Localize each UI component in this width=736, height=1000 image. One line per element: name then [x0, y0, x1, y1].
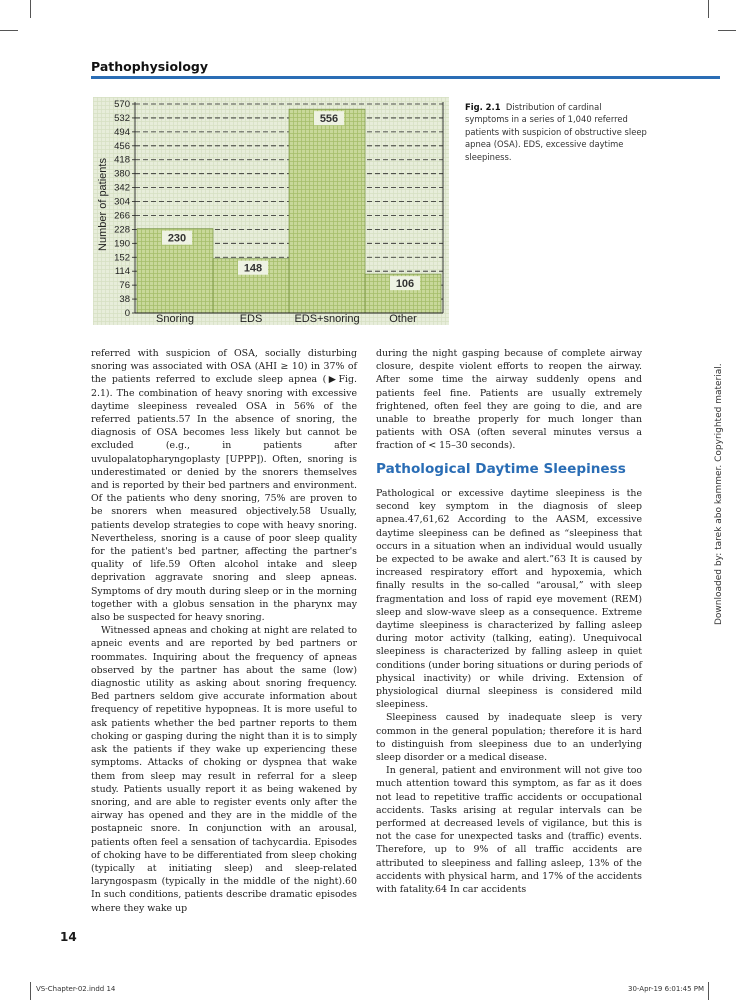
- body-left-column: [91, 347, 357, 915]
- paragraph: Pathological or excessive daytime sleepiness is the second key symptom in the diagnosis of sleep apnea.47,61,62 According to the AASM, excessive daytime sleepiness can be defined as “sleepiness that occurs in a situation when an individual would usually be expected to be awake and alert.”63 It is caused by increased respiratory effort and hypoxemia, which finally results in the so-called “arousal,” with sleep fragmentation and loss of rapid eye movement (REM) sleep and slow-wave sleep as a consequence. Extreme daytime sleepiness is characterized by falling asleep during motor activity (talking, eating). Unequivocal sleepiness is characterized by falling asleep in quiet conditions (under boring situations or during periods of physical inactivity) or while driving. Extension of physiological diurnal sleepiness is considered mild sleepiness.: [376, 488, 642, 711]
- y-tick-label: 0: [124, 308, 130, 319]
- page-number: 14: [60, 930, 77, 944]
- caption-label: Fig. 2.1: [465, 102, 501, 112]
- paragraph: Sleepiness caused by inadequate sleep is very common in the general population; therefore it is hard to distinguish from sleepiness due to an underlying sleep disorder or a medical disease.: [376, 712, 642, 764]
- x-tick-label: EDS: [239, 313, 263, 325]
- section-header: Pathophysiology: [91, 59, 208, 74]
- y-tick-label: 38: [119, 294, 130, 306]
- y-tick-label: 266: [114, 210, 130, 222]
- value-label: 106: [395, 278, 415, 291]
- bar-chart: [93, 97, 449, 325]
- figure-caption: [465, 101, 647, 163]
- y-tick-label: 342: [114, 182, 130, 194]
- crop-mark: [30, 982, 31, 1000]
- x-tick-label: Snoring: [156, 313, 194, 325]
- crop-mark: [708, 982, 709, 1000]
- value-label: 556: [319, 113, 339, 126]
- y-tick-label: 190: [114, 238, 130, 250]
- value-label: 230: [167, 232, 187, 245]
- y-tick-label: 380: [114, 168, 130, 180]
- paragraph: during the night gasping because of complete airway closure, despite violent efforts to reopen the airway. After some time the airway suddenly opens and patients feel fine. Patients are usually extremely frightened, often feel they are going to die, and are unable to breathe properly for much longer than patients with OSA (often several minutes versus a fraction of < 15–30 seconds).: [376, 348, 642, 452]
- crop-mark: [30, 0, 31, 18]
- figure-chart: [93, 97, 449, 325]
- caption-text: Distribution of cardinal symptoms in a series of 1,040 referred patients with suspicion of obstructive sleep apnea (OSA). EDS, excessive daytime sleepiness.: [465, 102, 647, 162]
- section-heading: Pathological Daytime Sleepiness: [376, 461, 626, 477]
- paragraph: Witnessed apneas and choking at night are related to apneic events and are reported by bed partners or roommates. Inquiring about the frequency of apneas observed by the partner has about the same (low) diagnostic utility as asking about snoring frequency. Bed partners seldom give accurate information about frequency of repetitive hypopneas. It is more useful to ask patients whether the bed partner reports to them choking or gasping during the night than it is to simply ask the patients if they wake up experiencing these symptoms. Attacks of choking or dyspnea that wake them from sleep may result in referral for a sleep study. Patients usually report it as being wakened by snoring, and are able to register events only after the airway has opened and they are in the middle of the postapneic snore. In conjunction with an arousal, patients often feel a sensation of tachycardia. Episodes of choking have to be differentiated from sleep choking (typically at initiating sleep) and sleep-related laryngospasm (typically in the middle of the night).60 In such conditions, patients describe dramatic episodes where they wake up: [91, 625, 357, 914]
- y-tick-label: 114: [114, 266, 130, 278]
- body-right-column: [376, 487, 642, 896]
- header-rule: [91, 76, 720, 79]
- crop-mark: [708, 0, 709, 18]
- y-tick-label: 76: [119, 280, 130, 292]
- y-tick-label: 456: [114, 140, 130, 152]
- x-tick-label: EDS+snoring: [294, 313, 360, 325]
- y-tick-label: 152: [114, 252, 130, 264]
- body-right-column-top: [376, 347, 642, 453]
- crop-mark: [0, 30, 18, 31]
- y-tick-label: 532: [114, 112, 130, 124]
- y-tick-label: 228: [114, 224, 130, 236]
- y-tick-label: 304: [114, 196, 130, 208]
- y-tick-label: 418: [114, 154, 130, 166]
- slug-right: 30-Apr-19 6:01:45 PM: [628, 985, 705, 993]
- bar: [289, 109, 365, 313]
- y-tick-label: 570: [114, 99, 130, 110]
- x-tick-label: Other: [389, 313, 417, 325]
- y-axis-label: Number of patients: [97, 158, 109, 251]
- crop-mark: [718, 30, 736, 31]
- y-tick-label: 494: [114, 126, 130, 138]
- download-watermark: Downloaded by: tarek abo kammer. Copyrighted material.: [714, 363, 724, 625]
- slug-left: VS-Chapter-02.indd 14: [36, 985, 116, 993]
- value-label: 148: [243, 262, 263, 275]
- paragraph: referred with suspicion of OSA, socially disturbing snoring was associated with OSA (AHI ≥ 10) in 37% of the patients referred to exclude sleep apnea (▶Fig. 2.1). The combination of heavy snoring with excessive daytime sleepiness revealed OSA in 56% of the referred patients.57 In the absence of snoring, the diagnosis of OSA becomes less likely but cannot be excluded (e.g., in patients after uvulopalatopharyngoplasty [UPPP]). Often, snoring is underestimated or denied by the snorers themselves and is reported by their bed partners and environment. Of the patients who deny snoring, 75% are proven to be snorers when measured objectively.58 Usually, patients develop strategies to cope with heavy snoring. Nevertheless, snoring is a cause of poor sleep quality for the patient's bed partner, affecting the partner's quality of life.59 Often alcohol intake and sleep deprivation aggravate snoring and sleep apneas. Symptoms of dry mouth during sleep or in the morning together with a globus sensation in the pharynx may also be suspected for heavy snoring.: [91, 348, 357, 624]
- paragraph: In general, patient and environment will not give too much attention toward this symptom, as far as it does not lead to repetitive traffic accidents or occupational accidents. Tasks arising at regular intervals can be performed at decreased levels of vigilance, but this is not the case for unexpected tasks and (traffic) events. Therefore, up to 9% of all traffic accidents are attributed to sleepiness and falling asleep, 13% of the accidents with physical harm, and 17% of the accidents with fatality.64 In car accidents: [376, 765, 642, 896]
